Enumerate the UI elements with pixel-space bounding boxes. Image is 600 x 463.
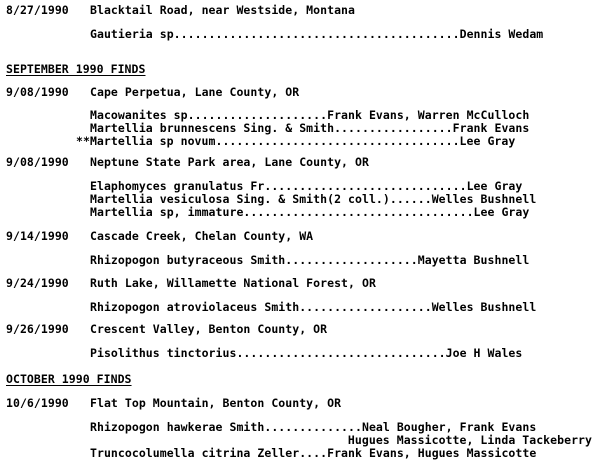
entry-location: Cascade Creek, Chelan County, WA [90, 229, 314, 243]
find-line: Pisolithus tinctorius..............................Joe H Wales [90, 346, 523, 360]
entry-date: 9/14/1990 [6, 229, 69, 243]
entry-date: 9/08/1990 [6, 85, 69, 99]
section-heading-october: OCTOBER 1990 FINDS [6, 372, 132, 386]
find-line: Macowanites sp....................Frank Evans, Warren McCulloch [90, 108, 530, 122]
find-line: Martellia vesiculosa Sing. & Smith(2 coll.)......Welles Bushnell [90, 192, 537, 206]
find-line: **Martellia sp novum...................................Lee Gray [76, 134, 516, 148]
find-line-continuation: Hugues Massicotte, Linda Tackeberry [347, 433, 592, 447]
entry-date: 9/26/1990 [6, 322, 69, 336]
find-line: Gautieria sp.........................................Dennis Wedam [90, 27, 544, 41]
entry-location: Cape Perpetua, Lane County, OR [90, 85, 300, 99]
entry-date: 9/08/1990 [6, 155, 69, 169]
find-line: Rhizopogon butyraceous Smith...................Mayetta Bushnell [90, 253, 530, 267]
entry-location: Crescent Valley, Benton County, OR [90, 322, 328, 336]
section-heading-september: SEPTEMBER 1990 FINDS [6, 62, 146, 76]
entry-date: 8/27/1990 [6, 3, 69, 17]
entry-location: Flat Top Mountain, Benton County, OR [90, 396, 342, 410]
entry-location: Ruth Lake, Willamette National Forest, OR [90, 276, 376, 290]
entry-location: Neptune State Park area, Lane County, OR [90, 155, 369, 169]
entry-location: Blacktail Road, near Westside, Montana [90, 3, 355, 17]
find-line: Martellia brunnescens Sing. & Smith.................Frank Evans [90, 121, 530, 135]
entry-date: 9/24/1990 [6, 276, 69, 290]
find-line: Rhizopogon atroviolaceus Smith...................Welles Bushnell [90, 300, 537, 314]
entry-date: 10/6/1990 [6, 396, 69, 410]
find-line: Truncocolumella citrina Zeller....Frank Evans, Hugues Massicotte [90, 446, 537, 460]
find-line: Elaphomyces granulatus Fr.............................Lee Gray [90, 179, 523, 193]
find-line: Martellia sp, immature.................................Lee Gray [90, 205, 530, 219]
find-line: Rhizopogon hawkerae Smith..............Neal Bougher, Frank Evans [90, 420, 537, 434]
